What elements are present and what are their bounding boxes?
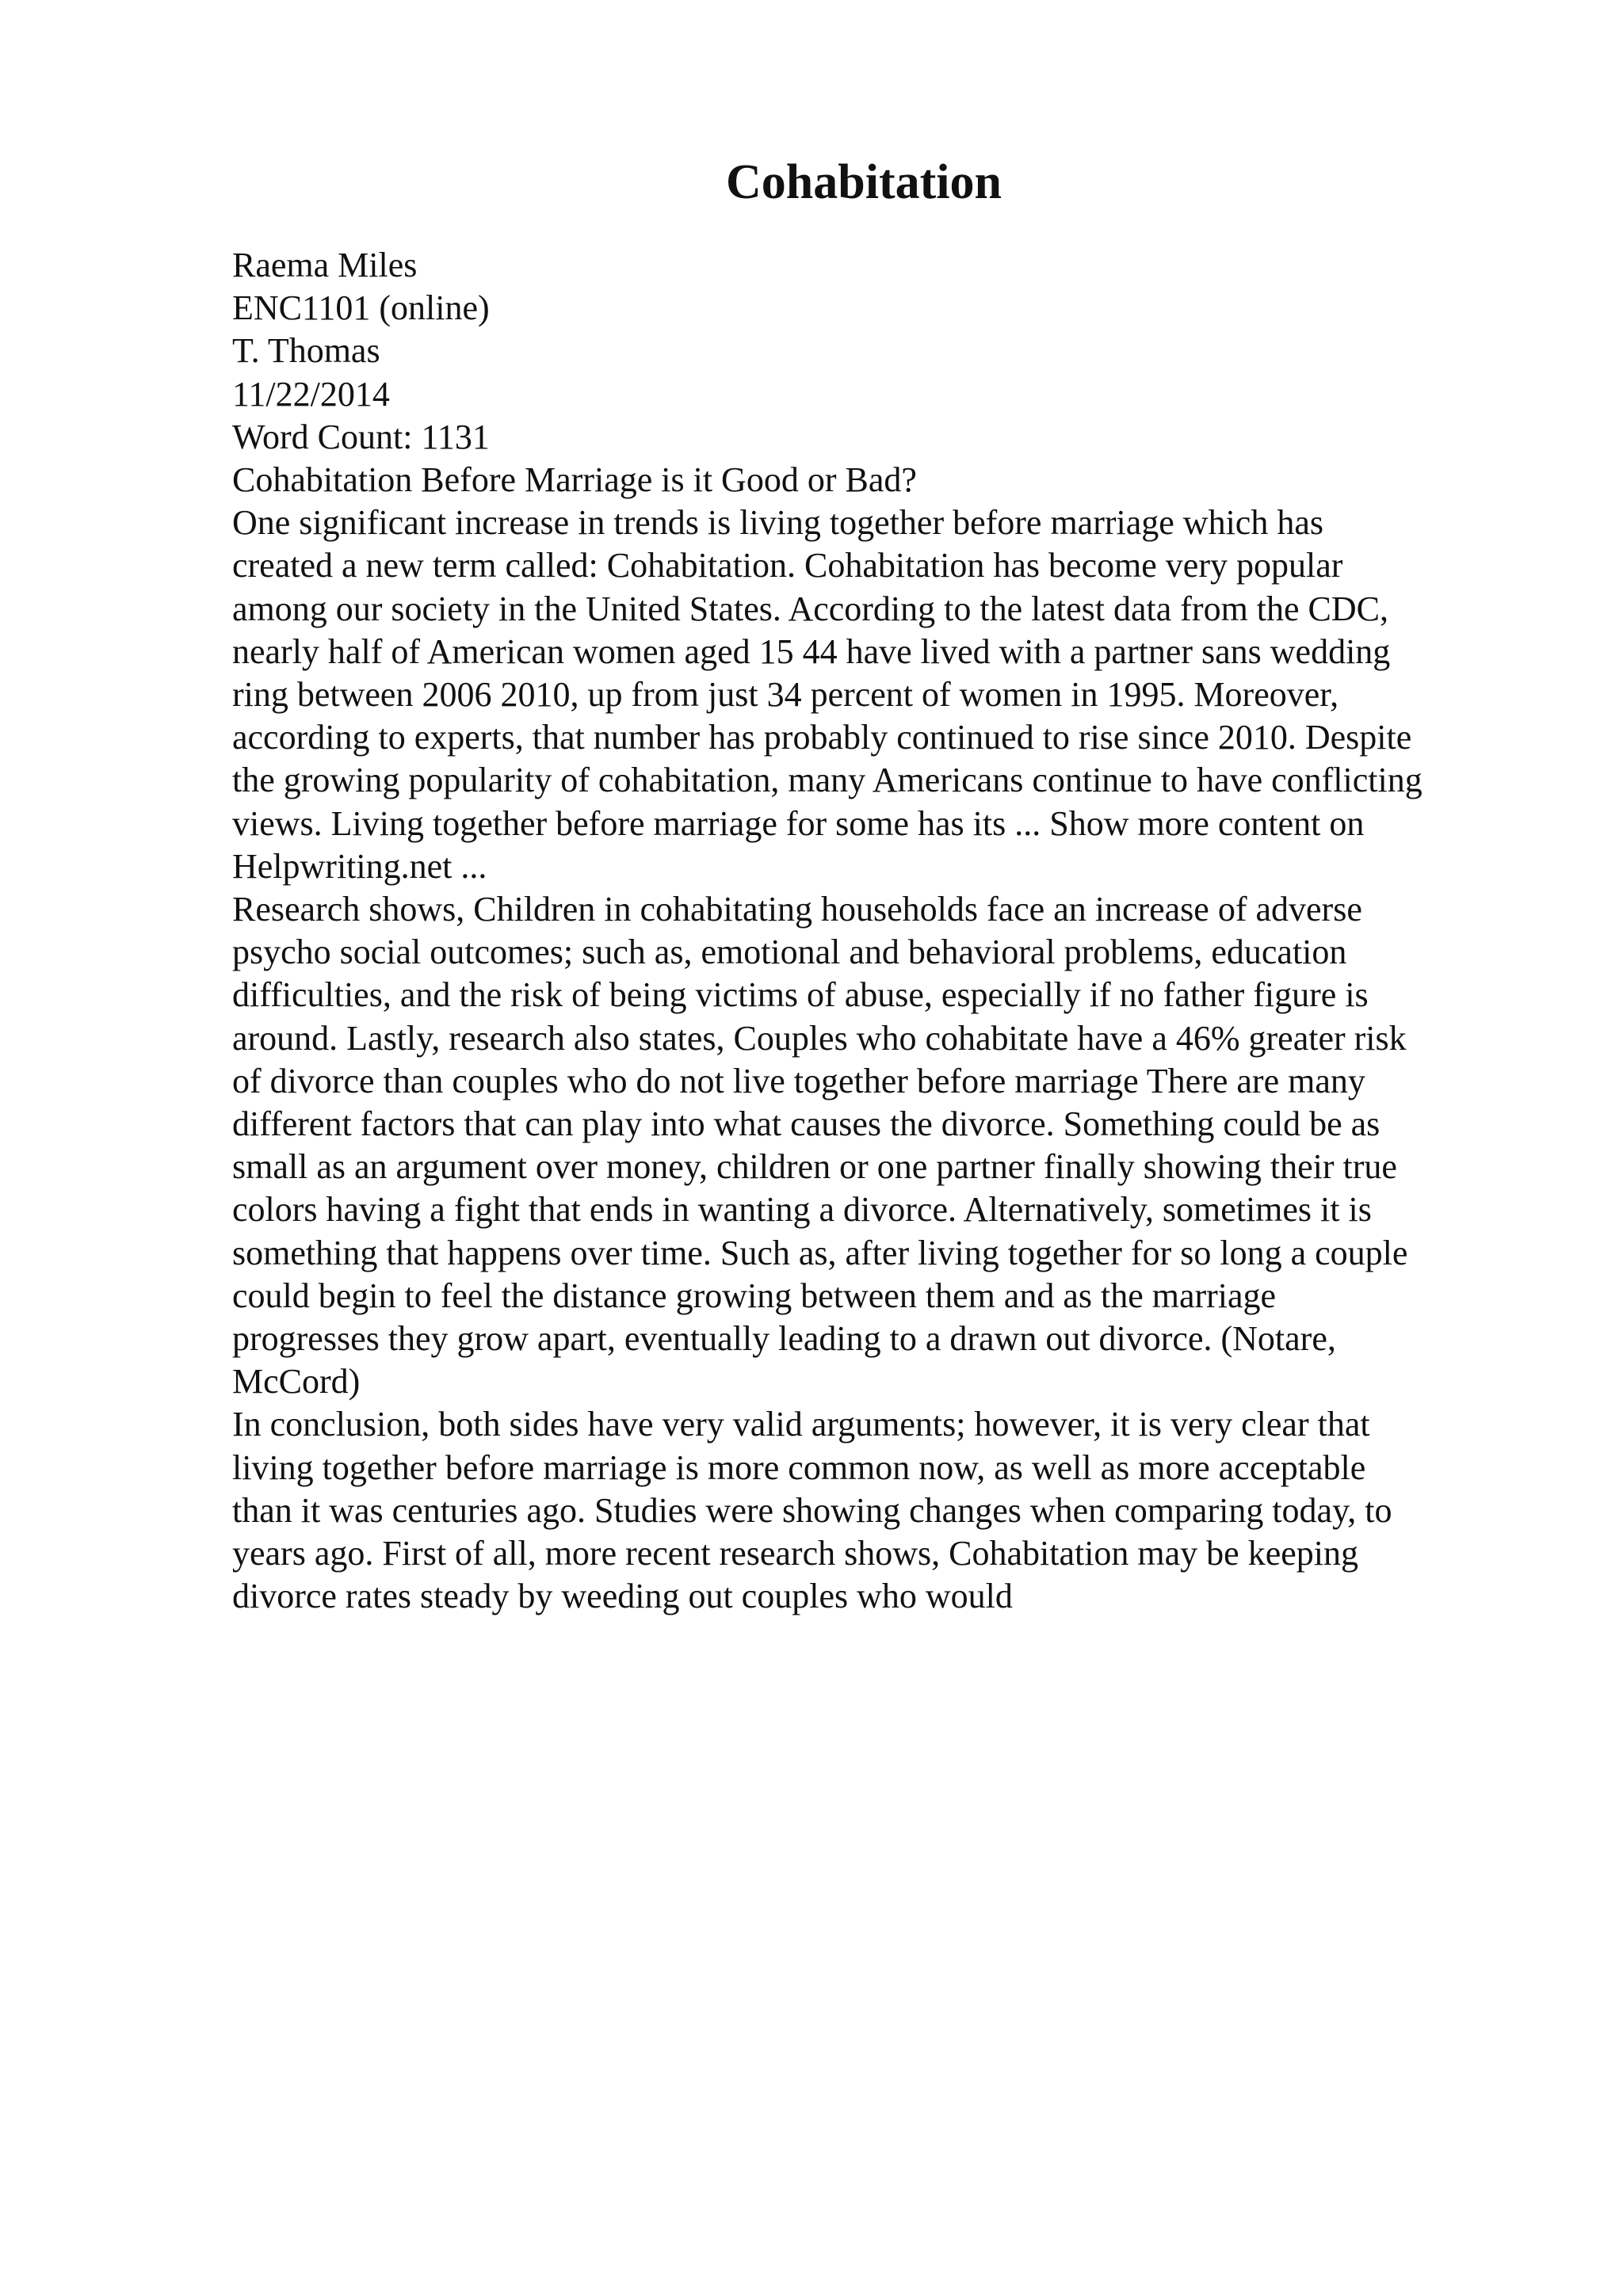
paragraph-line: progresses they grow apart, eventually leading to a drawn out divorce. (Notare,: [232, 1319, 1336, 1359]
paragraph-line: small as an argument over money, children or one partner finally showing their true: [232, 1147, 1397, 1187]
paragraph-line: divorce rates steady by weeding out couples who would: [232, 1577, 1013, 1616]
paragraph-line: difficulties, and the risk of being victims of abuse, especially if no father figure is: [232, 975, 1369, 1015]
paragraph-line: nearly half of American women aged 15 44 have lived with a partner sans wedding: [232, 631, 1391, 671]
paragraph-line: around. Lastly, research also states, Couples who cohabitate have a 46% greater risk: [232, 1018, 1407, 1058]
instructor-name: T. Thomas: [232, 331, 380, 371]
course-name: ENC1101 (online): [232, 288, 490, 328]
document-title: Cohabitation: [726, 155, 1002, 209]
paragraph-line: In conclusion, both sides have very valid arguments; however, it is very clear that: [232, 1405, 1370, 1444]
paragraph-line: psycho social outcomes; such as, emotional and behavioral problems, education: [232, 933, 1347, 972]
document-body: [232, 244, 1532, 1619]
paragraph-3: [232, 1403, 1532, 1618]
paragraph-line: the growing popularity of cohabitation, many Americans continue to have conflicting: [232, 761, 1423, 800]
paragraph-line: different factors that can play into what causes the divorce. Something could be as: [232, 1104, 1381, 1144]
paragraph-1: [232, 502, 1532, 888]
paragraph-line: ring between 2006 2010, up from just 34 percent of women in 1995. Moreover,: [232, 675, 1339, 715]
paragraph-line: colors having a fight that ends in wanting a divorce. Alternatively, sometimes it is: [232, 1190, 1372, 1230]
paragraph-line: One significant increase in trends is living together before marriage which has: [232, 503, 1323, 543]
paragraph-line: views. Living together before marriage for some has its ... Show more content on: [232, 803, 1365, 843]
word-count: Word Count: 1131: [232, 417, 490, 456]
paragraph-line: living together before marriage is more common now, as well as more acceptable: [232, 1447, 1366, 1487]
paragraph-line: created a new term called: Cohabitation. Cohabitation has become very popular: [232, 546, 1343, 585]
paragraph-2: [232, 888, 1532, 1403]
paragraph-line: of divorce than couples who do not live together before marriage There are many: [232, 1061, 1365, 1100]
paragraph-line: than it was centuries ago. Studies were showing changes when comparing today, to: [232, 1490, 1392, 1530]
paragraph-line: Research shows, Children in cohabitating households face an increase of adverse: [232, 890, 1362, 929]
author-name: Raema Miles: [232, 246, 418, 284]
essay-title: Cohabitation Before Marriage is it Good or Bad?: [232, 460, 917, 500]
paragraph-line: could begin to feel the distance growing between them and as the marriage: [232, 1276, 1277, 1315]
paragraph-line: among our society in the United States. According to the latest data from the CDC,: [232, 589, 1389, 628]
paragraph-line: Helpwriting.net ...: [232, 846, 487, 886]
document-date: 11/22/2014: [232, 374, 390, 414]
paragraph-line: years ago. First of all, more recent research shows, Cohabitation may be keeping: [232, 1534, 1358, 1573]
paragraph-line: according to experts, that number has probably continued to rise since 2010. Despite: [232, 718, 1412, 757]
paragraph-line: McCord): [232, 1362, 361, 1402]
paragraph-line: something that happens over time. Such as, after living together for so long a couple: [232, 1233, 1408, 1272]
